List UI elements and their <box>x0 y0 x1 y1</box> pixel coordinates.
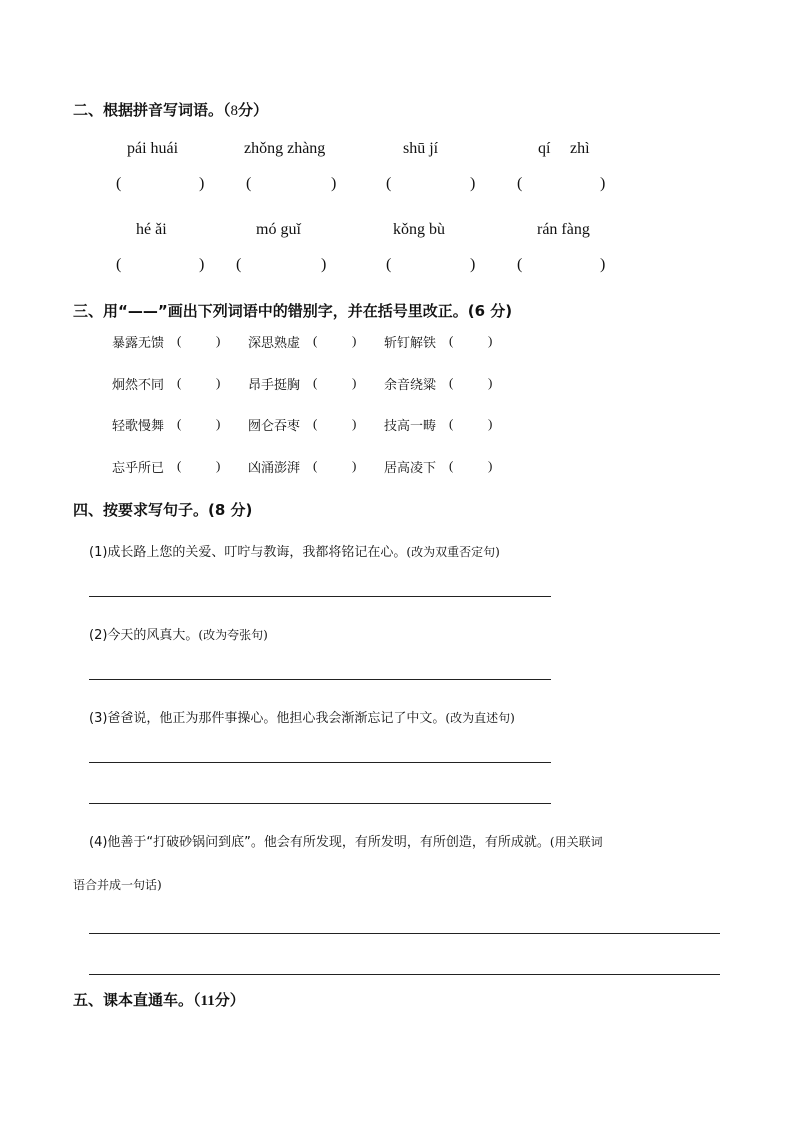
pinyin-4b: zhì <box>570 140 590 157</box>
paren-close: ) <box>216 375 221 390</box>
idiom-item: 斩钉解铁 <box>384 336 437 351</box>
section5-score: 11 <box>200 993 215 1009</box>
idiom-item: 炯然不同 <box>112 378 165 393</box>
paren-close: ) <box>488 375 493 390</box>
paren-close: ) <box>352 458 357 473</box>
section5-title-end: 分） <box>214 991 245 1009</box>
paren-close: ) <box>216 416 221 431</box>
pinyin-3: shū jí <box>403 140 439 157</box>
paren-close: ) <box>488 416 493 431</box>
paren-open: ( <box>177 375 182 390</box>
idiom-item: 轻歌慢舞 <box>112 419 165 434</box>
paren-open: ( <box>313 416 318 431</box>
pinyin-8: rán fàng <box>537 221 590 238</box>
question-2 <box>89 624 268 643</box>
answer-paren-close: ) <box>321 256 327 273</box>
pinyin-6: mó guǐ <box>256 221 301 238</box>
paren-open: ( <box>449 416 454 431</box>
paren-open: ( <box>177 333 182 348</box>
section2-title: 二、根据拼音写词语。（ <box>73 101 231 119</box>
question-2-instruction: (改为夸张句) <box>198 628 268 642</box>
paren-open: ( <box>177 458 182 473</box>
answer-line-3a[interactable] <box>89 762 551 763</box>
section5-title: 五、课本直通车。（ <box>73 991 201 1009</box>
answer-paren-open: ( <box>236 256 242 273</box>
paren-open: ( <box>313 458 318 473</box>
paren-open: ( <box>449 458 454 473</box>
question-4 <box>89 831 603 850</box>
idiom-item: 忘乎所已 <box>112 461 165 476</box>
pinyin-5: hé ǎi <box>136 221 167 238</box>
answer-paren-open: ( <box>517 256 523 273</box>
paren-close: ) <box>352 333 357 348</box>
paren-open: ( <box>313 333 318 348</box>
answer-paren-open: ( <box>386 256 392 273</box>
idiom-item: 凶涌澎湃 <box>248 461 301 476</box>
paren-close: ) <box>352 375 357 390</box>
question-4-instruction: (用关联词 <box>549 835 603 849</box>
paren-open: ( <box>449 333 454 348</box>
question-1 <box>89 541 500 560</box>
answer-paren-open: ( <box>246 175 252 192</box>
answer-paren-close: ) <box>199 175 205 192</box>
section2-title-end: 分） <box>238 101 269 119</box>
question-2-text: (2)今天的风真大。 <box>89 628 199 643</box>
pinyin-2: zhǒng zhàng <box>244 140 326 157</box>
answer-line-3b[interactable] <box>89 803 551 804</box>
answer-paren-open: ( <box>116 175 122 192</box>
paren-close: ) <box>488 458 493 473</box>
paren-open: ( <box>313 375 318 390</box>
paren-close: ) <box>488 333 493 348</box>
question-1-instruction: (改为双重否定句) <box>406 545 500 559</box>
section3-heading: 三、用“——”画出下列词语中的错别字，并在括号里改正。(6 分) <box>73 302 513 320</box>
answer-paren-close: ) <box>199 256 205 273</box>
question-4-text: (4)他善于“打破砂锅问到底”。他会有所发现，有所发明，有所创造，有所成就。 <box>89 835 550 850</box>
question-1-text: (1)成长路上您的关爱、叮咛与教诲，我都将铭记在心。 <box>89 545 407 560</box>
answer-paren-close: ) <box>331 175 337 192</box>
paren-close: ) <box>216 458 221 473</box>
question-3-text: (3)爸爸说，他正为那件事操心。他担心我会渐渐忘记了中文。 <box>89 711 446 726</box>
answer-paren-open: ( <box>517 175 523 192</box>
idiom-item: 囫仑吞枣 <box>248 419 301 434</box>
question-4-instruction-cont: 语合并成一句话) <box>73 878 162 892</box>
answer-line-1[interactable] <box>89 596 551 597</box>
paren-close: ) <box>216 333 221 348</box>
answer-paren-close: ) <box>470 175 476 192</box>
paren-open: ( <box>449 375 454 390</box>
pinyin-1: pái huái <box>127 140 179 157</box>
paren-open: ( <box>177 416 182 431</box>
section5-heading <box>73 989 245 1010</box>
answer-paren-close: ) <box>600 175 606 192</box>
pinyin-4a: qí <box>538 140 551 157</box>
answer-paren-close: ) <box>600 256 606 273</box>
idiom-item: 余音绕粱 <box>384 378 437 393</box>
answer-line-4b[interactable] <box>89 974 720 975</box>
answer-paren-open: ( <box>116 256 122 273</box>
idiom-item: 昂手挺胸 <box>248 378 301 393</box>
answer-paren-close: ) <box>470 256 476 273</box>
idiom-item: 暴露无馈 <box>112 336 165 351</box>
paren-close: ) <box>352 416 357 431</box>
section2-score: 8 <box>230 103 239 119</box>
question-3 <box>89 707 515 726</box>
question-3-instruction: (改为直述句) <box>445 711 515 725</box>
answer-line-4a[interactable] <box>89 933 720 934</box>
section4-heading: 四、按要求写句子。(8 分) <box>73 501 253 519</box>
idiom-item: 深思熟虚 <box>248 336 301 351</box>
section2-heading <box>73 99 268 120</box>
pinyin-7: kǒng bù <box>393 221 445 238</box>
idiom-item: 居高凌下 <box>384 461 437 476</box>
answer-line-2[interactable] <box>89 679 551 680</box>
answer-paren-open: ( <box>386 175 392 192</box>
idiom-item: 技高一畴 <box>384 419 437 434</box>
